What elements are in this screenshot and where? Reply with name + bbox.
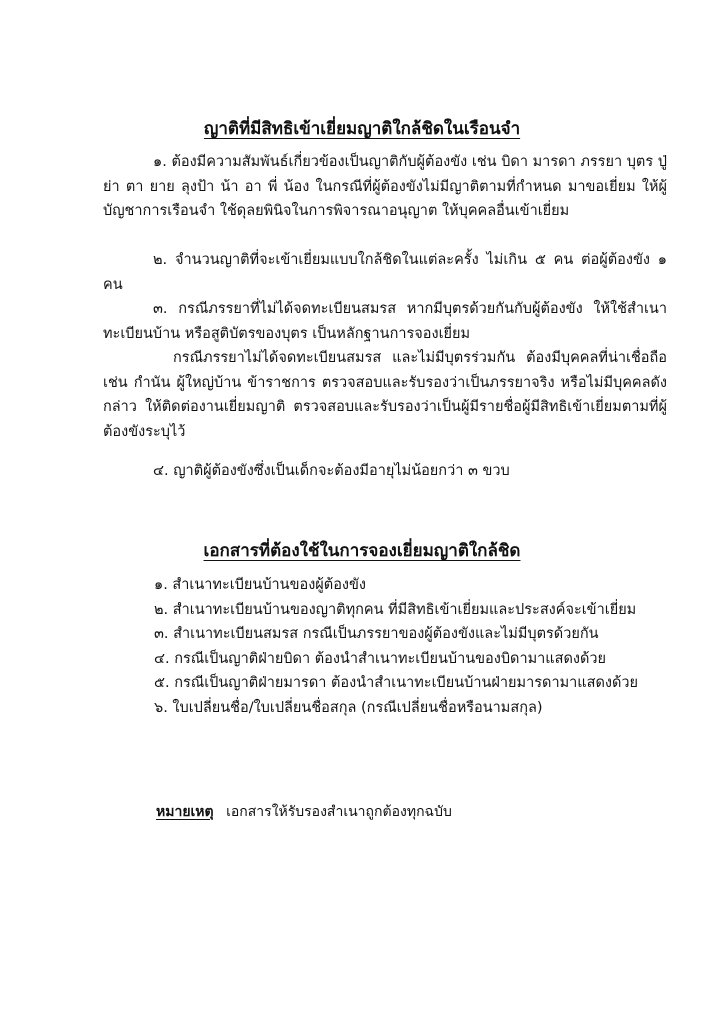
rule-paragraph-2: ๒. จำนวนญาติที่จะเข้าเยี่ยมแบบใกล้ชิดในแต่ละครั้ง ไม่เกิน ๕ คน ต่อผู้ต้องขัง ๑ คน [103, 252, 667, 293]
document-list [154, 573, 674, 720]
rule-paragraph-1: ๑. ต้องมีความสัมพันธ์เกี่ยวข้องเป็นญาติกับผู้ต้องขัง เช่น บิดา มารดา ภรรยา บุตร ปู่ ย่า ตา ยาย ลุงป้า น้า อา พี่ น้อง ในกรณีที่ผู้ต้องขังไม่มีญาติตามที่กำหนด มาขอเยี่ยม ให้ผู้บัญชาการเรือนจำ ใช้ดุลยพินิจในการพิจารณาอนุญาต ให้บุคคลอื่นเข้าเยี่ยม [103, 154, 667, 219]
list-item: ๒. สำเนาทะเบียนบ้านของญาติทุกคน ที่มีสิทธิเข้าเยี่ยมและประสงค์จะเข้าเยี่ยม [154, 601, 637, 618]
note [156, 801, 452, 823]
section-title-visiting-rights: ญาติที่มีสิทธิเข้าเยี่ยมญาติใกล้ชิดในเรือนจำ [203, 119, 521, 139]
list-item: ๑. สำเนาทะเบียนบ้านของผู้ต้องขัง [154, 577, 366, 593]
rule-paragraph-3: ๓. กรณีภรรยาที่ไม่ได้จดทะเบียนสมรส หากมีบุตรด้วยกันกับผู้ต้องขัง ให้ใช้สำเนาทะเบียนบ้าน หรือสูติบัตรของบุตร เป็นหลักฐานการจองเยี่ยม [103, 301, 667, 342]
list-item: ๔. กรณีเป็นญาติฝ่ายบิดา ต้องนำสำเนาทะเบียนบ้านของบิดามาแสดงด้วย [154, 650, 607, 667]
list-item: ๖. ใบเปลี่ยนชื่อ/ใบเปลี่ยนชื่อสกุล (กรณีเปลี่ยนชื่อหรือนามสกุล) [154, 699, 543, 716]
note-label: หมายเหตุ [156, 804, 214, 820]
list-item: ๓. สำเนาทะเบียนสมรส กรณีเป็นภรรยาของผู้ต้องขังและไม่มีบุตรด้วยกัน [154, 626, 599, 642]
rule-paragraph-3-detail: กรณีภรรยาไม่ได้จดทะเบียนสมรส และไม่มีบุตรร่วมกัน ต้องมีบุคคลที่น่าเชื่อถือ เช่น กำนัน ผู้ใหญ่บ้าน ข้าราชการ ตรวจสอบและรับรองว่าเป็นภรรยาจริง หรือไม่มีบุคคลดังกล่าว ให้ติดต่องานเยี่ยมญาติ ตรวจสอบและรับรองว่าเป็นผู้มีรายชื่อผู้มีสิทธิเข้าเยี่ยมตามที่ผู้ต้องขังระบุไว้ [103, 350, 667, 440]
note-text: เอกสารให้รับรองสำเนาถูกต้องทุกฉบับ [226, 804, 452, 820]
rule-paragraph-4: ๔. ญาติผู้ต้องขังซึ่งเป็นเด็กจะต้องมีอายุไม่น้อยกว่า ๓ ขวบ [153, 463, 510, 479]
section-title-required-documents: เอกสารที่ต้องใช้ในการจองเยี่ยมญาติใกล้ชิด [203, 541, 521, 561]
list-item: ๕. กรณีเป็นญาติฝ่ายมารดา ต้องนำสำเนาทะเบียนบ้านฝ่ายมารดามาแสดงด้วย [154, 675, 639, 691]
